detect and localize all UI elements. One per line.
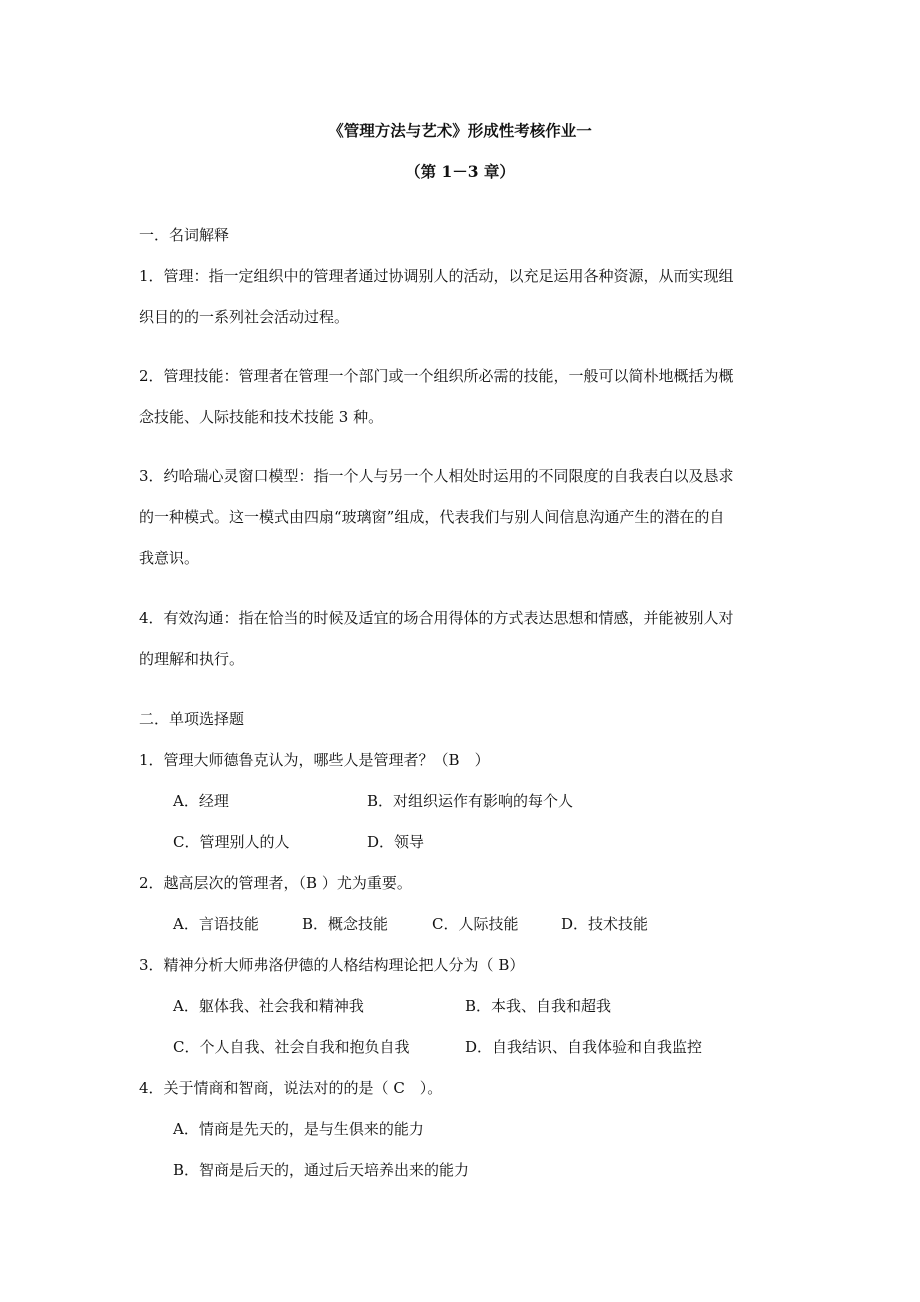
- document-subtitle: （第 1－3 章）: [405, 162, 515, 181]
- section-heading-choice: 二．单项选择题: [139, 710, 245, 728]
- option: A．情商是先天的，是与生俱来的能力: [173, 1120, 424, 1138]
- option: A．躯体我、社会我和精神我: [173, 997, 364, 1015]
- option: B．概念技能: [302, 915, 389, 933]
- section-heading-definitions: 一．名词解释: [139, 226, 230, 244]
- option: B．智商是后天的，通过后天培养出来的能力: [173, 1161, 470, 1179]
- option: A．经理: [173, 792, 229, 810]
- option: D．自我结识、自我体验和自我监控: [465, 1038, 703, 1056]
- definition-line: 我意识。: [139, 549, 200, 567]
- option: B．本我、自我和超我: [465, 997, 612, 1015]
- option: C．人际技能: [432, 915, 519, 933]
- document-title: 《管理方法与艺术》形成性考核作业一: [328, 121, 592, 140]
- definition-line: 4．有效沟通：指在恰当的时候及适宜的场合用得体的方式表达思想和情感，并能被别人对: [139, 609, 734, 627]
- option: C．个人自我、社会自我和抱负自我: [173, 1038, 410, 1056]
- definition-line: 3．约哈瑞心灵窗口模型：指一个人与另一个人相处时运用的不同限度的自我表白以及恳求: [139, 467, 734, 485]
- question-stem: 3．精神分析大师弗洛伊德的人格结构理论把人分为（ B）: [139, 956, 525, 974]
- definition-line: 2．管理技能：管理者在管理一个部门或一个组织所必需的技能，一般可以简朴地概括为概: [139, 367, 734, 385]
- definition-line: 的一种模式。这一模式由四扇“玻璃窗”组成，代表我们与别人间信息沟通产生的潜在的自: [139, 508, 725, 526]
- option: D．技术技能: [561, 915, 649, 933]
- definition-line: 织目的的一系列社会活动过程。: [139, 308, 350, 326]
- definition-line: 1．管理：指一定组织中的管理者通过协调别人的活动，以充足运用各种资源，从而实现组: [139, 267, 734, 285]
- question-stem: 4．关于情商和智商，说法对的的是（ C ）。: [139, 1079, 443, 1097]
- definition-line: 念技能、人际技能和技术技能 3 种。: [139, 408, 384, 426]
- definition-line: 的理解和执行。: [139, 650, 245, 668]
- option: D．领导: [367, 833, 425, 851]
- option: C．管理别人的人: [173, 833, 290, 851]
- question-stem: 1．管理大师德鲁克认为，哪些人是管理者？（B ）: [139, 751, 490, 769]
- option: A．言语技能: [173, 915, 259, 933]
- question-stem: 2．越高层次的管理者，（B ）尤为重要。: [139, 874, 412, 892]
- option: B．对组织运作有影响的每个人: [367, 792, 574, 810]
